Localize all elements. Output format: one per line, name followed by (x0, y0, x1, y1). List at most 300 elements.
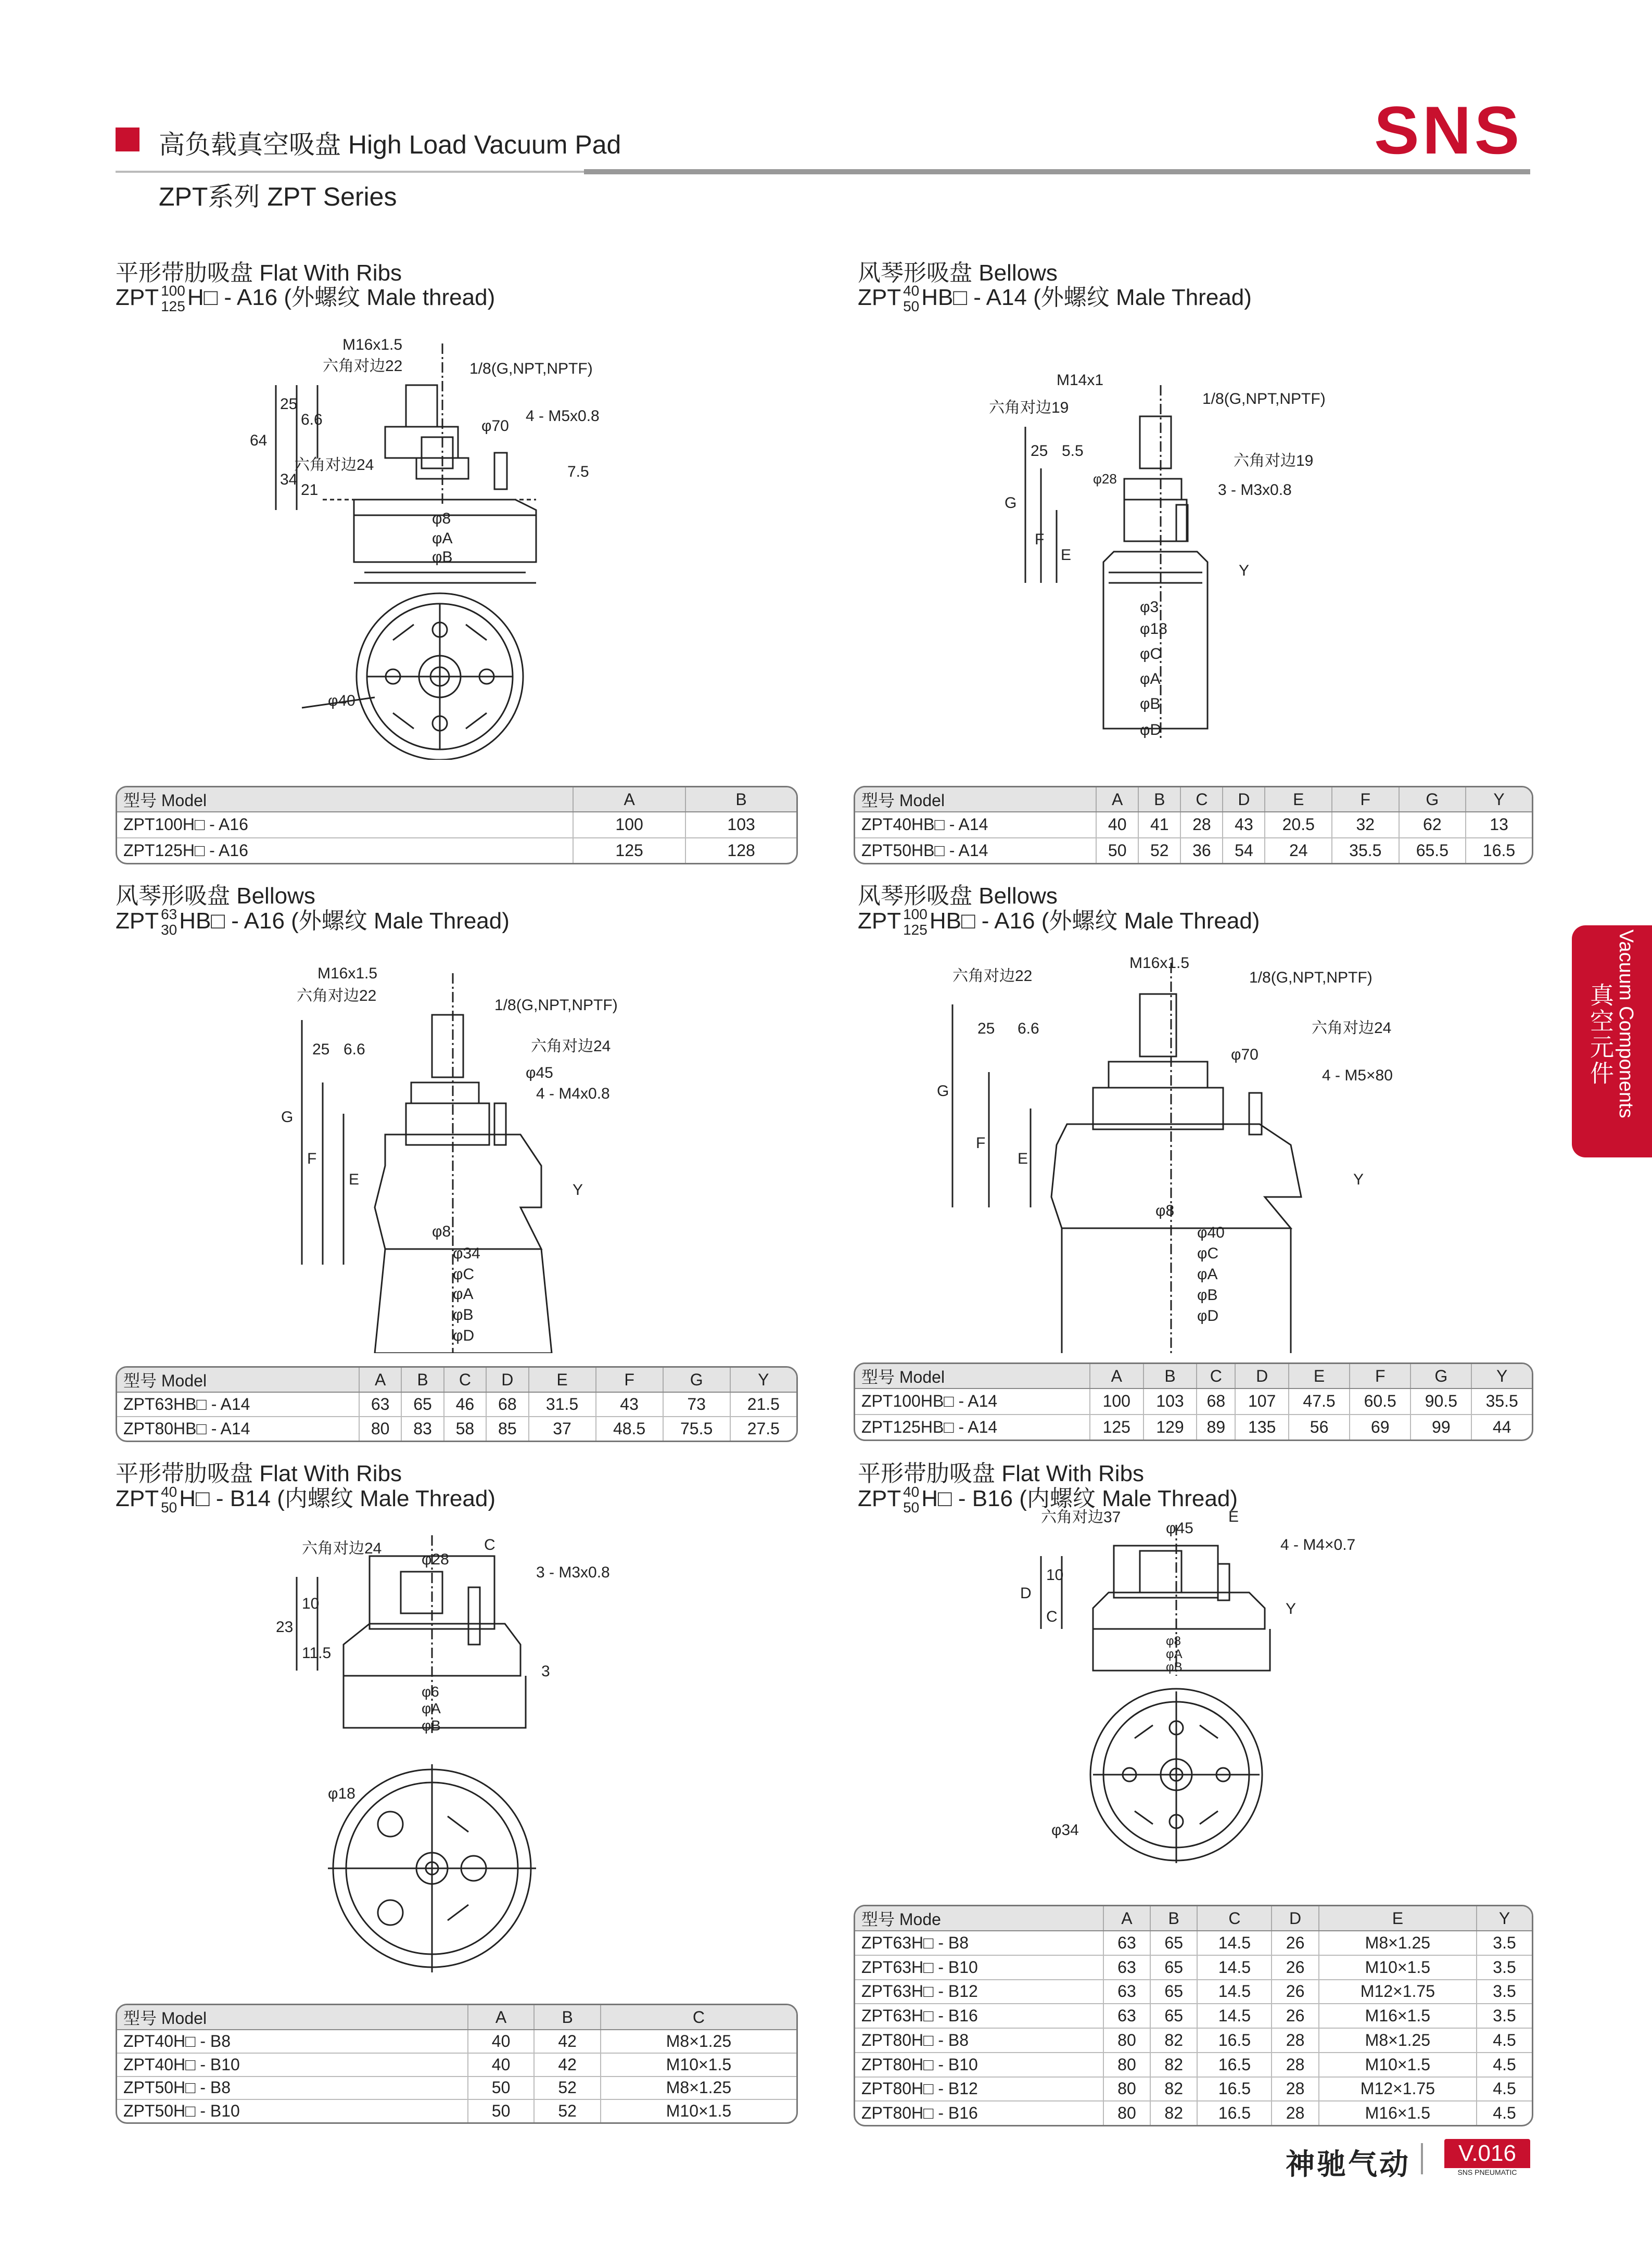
table-cell: 40 (468, 2030, 535, 2053)
table-row (855, 838, 1532, 863)
dim-label: D (1020, 1585, 1032, 1602)
model-suffix: HB□ - A16 (外螺纹 Male Thread) (929, 908, 1260, 934)
footer-brand: 神驰气动 (1286, 2148, 1410, 2181)
dim-label: φ8 (432, 510, 451, 527)
dim-label: E (349, 1171, 360, 1188)
col-header: F (596, 1368, 663, 1392)
table-cell: ZPT100HB□ - A14 (855, 1388, 1090, 1415)
model-prefix: ZPT (116, 1486, 159, 1511)
table-cell: 65 (1150, 1931, 1197, 1955)
dim-label: φC (1197, 1245, 1219, 1262)
dim-label: 10 (1046, 1566, 1064, 1584)
frac-top: 100 (903, 906, 927, 923)
dim-label: Y (1286, 1600, 1297, 1617)
table-cell: 16.5 (1197, 2053, 1272, 2077)
frac-bottom: 125 (161, 298, 185, 315)
dim-label: φ8 (1166, 1634, 1181, 1648)
dim-label: 六角对边22 (297, 987, 377, 1004)
table-cell: 103 (1143, 1388, 1197, 1415)
table-cell: 63 (1103, 1955, 1150, 1980)
col-header: Y (1477, 1906, 1532, 1931)
col-header: G (663, 1368, 730, 1392)
col-header: A (1103, 1906, 1150, 1931)
drawing-bellows-a16-large (937, 952, 1478, 1353)
model-fraction (161, 907, 177, 938)
dim-label: φ8 (432, 1223, 451, 1240)
spec-table (116, 786, 798, 864)
dim-label: φA (1166, 1647, 1183, 1661)
section-model (116, 1480, 495, 1515)
section-model (116, 902, 510, 938)
dim-label: φC (1140, 645, 1162, 663)
frac-bottom: 50 (161, 1499, 177, 1516)
spec-table (116, 1366, 798, 1442)
table-cell: 80 (1103, 2053, 1150, 2077)
col-header: B (534, 2005, 601, 2030)
table-cell: 44 (1492, 1417, 1511, 1436)
section-model (116, 278, 495, 314)
dim-label: 11.5 (302, 1645, 332, 1662)
footer-separator (1421, 2143, 1423, 2174)
table-cell: 80 (359, 1417, 401, 1441)
dim-label: φB (422, 1717, 441, 1734)
col-header: 型号 Model (117, 787, 573, 812)
dim-label: φB (1166, 1660, 1183, 1674)
dim-label: φA (432, 530, 453, 547)
table-cell: 36 (1180, 838, 1223, 863)
table-cell: 41 (1138, 812, 1180, 838)
spec-table (116, 2004, 798, 2124)
table-cell: 80 (1103, 2077, 1150, 2101)
table-cell: 42 (534, 2030, 601, 2053)
table-row (855, 812, 1532, 838)
col-header: D (486, 1368, 528, 1392)
dim-label: 25 (1031, 442, 1048, 460)
table-cell: 43 (596, 1392, 663, 1417)
side-tab-cn: 真空元件 (1587, 983, 1614, 1087)
dim-label: M14x1 (1057, 372, 1104, 389)
header-marker (116, 128, 139, 151)
frac-bottom: 50 (903, 298, 920, 315)
table-row (855, 2004, 1532, 2028)
col-header: B (1150, 1906, 1197, 1931)
model-prefix: ZPT (116, 285, 159, 310)
header-rule (116, 169, 1530, 174)
table-cell: 14.5 (1197, 1980, 1272, 2004)
model-fraction (903, 907, 927, 938)
table-cell: ZPT63H□ - B10 (855, 1955, 1103, 1980)
table-cell: M8×1.25 (601, 2077, 796, 2100)
dim-label: φA (453, 1285, 474, 1303)
table-cell: 28 (1272, 2053, 1318, 2077)
table-cell: 3.5 (1477, 1980, 1532, 2004)
frac-top: 100 (161, 283, 185, 299)
table-cell: ZPT63HB□ - A14 (117, 1392, 359, 1417)
table-cell: ZPT40HB□ - A14 (855, 812, 1096, 838)
table-row (855, 1980, 1532, 2004)
frac-top: 40 (903, 1484, 920, 1500)
col-header: B (685, 787, 796, 812)
dim-label: 六角对边24 (294, 456, 374, 474)
spec-table (854, 786, 1533, 864)
col-header: 型号 Model (855, 1364, 1090, 1388)
table-cell: ZPT50H□ - B10 (117, 2099, 468, 2122)
side-category-tab[interactable] (1572, 925, 1652, 1157)
table-cell: 40 (1096, 812, 1138, 838)
dim-label: φ28 (422, 1551, 449, 1568)
model-fraction (161, 1484, 177, 1515)
table-cell: 43 (1223, 812, 1265, 838)
dim-label: M16x1.5 (342, 336, 403, 353)
dim-label: 6.6 (301, 411, 323, 428)
dim-label: F (1035, 531, 1045, 548)
table-cell: 16.5 (1197, 2028, 1272, 2053)
dim-label: 4 - M5×80 (1322, 1067, 1393, 1084)
table-cell: 75.5 (663, 1417, 730, 1441)
dim-label: φ28 (1093, 471, 1117, 487)
drawing-bellows-a14 (989, 364, 1364, 749)
dim-label: 3 - M3x0.8 (1218, 481, 1292, 499)
col-header: C (1197, 1364, 1235, 1388)
dim-label: 6.6 (1018, 1020, 1039, 1037)
dim-label: 23 (276, 1619, 294, 1636)
dim-label: 25 (977, 1020, 995, 1037)
dim-label: φA (1140, 670, 1161, 687)
table-cell: 63 (1103, 1931, 1150, 1955)
table-cell: 16.5 (1482, 840, 1516, 860)
table-cell: ZPT80H□ - B12 (855, 2077, 1103, 2101)
model-fraction (903, 1484, 919, 1515)
table-cell: 83 (401, 1417, 443, 1441)
dim-label: 25 (280, 396, 298, 413)
table-row (117, 1417, 796, 1441)
dim-label: φA (422, 1700, 441, 1716)
table-cell: 80 (1103, 2101, 1150, 2125)
table-row (117, 2099, 796, 2122)
table-cell: M16×1.5 (1319, 2101, 1477, 2125)
table-row (117, 2077, 796, 2100)
table-cell: ZPT63H□ - B16 (855, 2004, 1103, 2028)
frac-bottom: 30 (161, 922, 177, 938)
table-cell: 100 (573, 812, 685, 838)
col-header: C (1197, 1906, 1272, 1931)
table-cell: 28 (1272, 2101, 1318, 2125)
dim-label: C (1046, 1608, 1058, 1625)
section-heading: 风琴形吸盘 Bellows (858, 883, 1058, 909)
table-cell: 26 (1272, 1931, 1318, 1955)
table-cell: 28 (1180, 812, 1223, 838)
dim-label: φA (1197, 1266, 1218, 1283)
dim-label: φ70 (1231, 1046, 1259, 1063)
table-cell: 65 (1150, 1980, 1197, 2004)
series-title: ZPT系列 ZPT Series (159, 182, 397, 211)
dim-label: 4 - M4×0.7 (1280, 1536, 1356, 1553)
model-suffix: H□ - B16 (内螺纹 Male Thread) (921, 1486, 1238, 1511)
footer-subtitle: SNS PNEUMATIC (1457, 2168, 1517, 2176)
table-cell: ZPT40H□ - B8 (117, 2030, 468, 2053)
col-header: G (1399, 787, 1466, 812)
dim-label: 7.5 (567, 463, 589, 480)
table-cell: 100 (1090, 1388, 1143, 1415)
col-header: C (1180, 787, 1223, 812)
table-cell: M10×1.5 (666, 2101, 732, 2121)
dim-label: φ8 (1155, 1202, 1175, 1219)
dim-label: C (484, 1536, 495, 1553)
dim-label: 六角对边24 (302, 1540, 382, 1557)
section-model (858, 902, 1260, 938)
table-cell: 16.5 (1197, 2077, 1272, 2101)
dim-label: φB (432, 549, 453, 566)
table-cell: 14.5 (1197, 2004, 1272, 2028)
dim-label: φ45 (1166, 1520, 1193, 1537)
table-cell: M8×1.25 (601, 2030, 796, 2053)
table-cell: 52 (1138, 838, 1180, 863)
col-header: 型号 Model (855, 787, 1096, 812)
dim-label: 六角对边22 (323, 358, 403, 375)
model-suffix: HB□ - A16 (外螺纹 Male Thread) (179, 908, 510, 934)
table-cell: 54 (1223, 838, 1265, 863)
section-heading: 平形带肋吸盘 Flat With Ribs (116, 1461, 402, 1486)
col-header: A (573, 787, 685, 812)
spec-table (854, 1362, 1533, 1441)
table-row (117, 2030, 796, 2053)
table-cell: M10×1.5 (1319, 2053, 1477, 2077)
dim-label: 10 (302, 1595, 320, 1612)
table-cell: 89 (1197, 1415, 1235, 1440)
table-cell: 4.5 (1477, 2077, 1532, 2101)
col-header: D (1235, 1364, 1289, 1388)
dim-label: G (281, 1109, 294, 1126)
dim-label: G (1005, 494, 1017, 512)
table-cell: ZPT125H□ - A16 (117, 838, 573, 863)
table-cell: 4.5 (1493, 2104, 1516, 2123)
table-cell: 31.5 (529, 1392, 596, 1417)
table-cell: 82 (1150, 2028, 1197, 2053)
table-cell: 128 (727, 840, 755, 860)
table-cell: 35.5 (1332, 838, 1399, 863)
dim-label: E (1061, 546, 1072, 564)
table-cell: 99 (1410, 1415, 1471, 1440)
dim-label: M16x1.5 (317, 965, 378, 982)
dim-label: φB (453, 1306, 474, 1323)
model-fraction (903, 283, 919, 314)
col-header: D (1223, 787, 1265, 812)
dim-label: 21 (301, 481, 319, 499)
dim-label: 六角对边24 (1312, 1020, 1392, 1037)
table-cell: 52 (534, 2099, 601, 2122)
table-cell: 125 (1090, 1415, 1143, 1440)
table-row (855, 2053, 1532, 2077)
model-suffix: HB□ - A14 (外螺纹 Male Thread) (921, 285, 1252, 310)
dim-label: 64 (250, 432, 268, 449)
table-row (855, 1415, 1532, 1440)
dim-label: 六角对边22 (952, 967, 1033, 985)
drawing-bellows-a16 (281, 958, 656, 1353)
table-cell: 24 (1265, 838, 1332, 863)
table-cell: ZPT125HB□ - A14 (855, 1415, 1090, 1440)
table-cell: 46 (444, 1392, 486, 1417)
table-cell: 28 (1272, 2077, 1318, 2101)
table-row (855, 2028, 1532, 2053)
table-cell: 35.5 (1471, 1388, 1532, 1415)
dim-label: φ40 (328, 692, 355, 709)
table-cell: M12×1.75 (1319, 1980, 1477, 2004)
table-cell: 26 (1272, 1980, 1318, 2004)
section-heading: 风琴形吸盘 Bellows (116, 883, 315, 909)
table-cell: 82 (1150, 2101, 1197, 2125)
model-suffix: H□ - B14 (内螺纹 Male Thread) (179, 1486, 495, 1511)
section-heading: 平形带肋吸盘 Flat With Ribs (858, 1461, 1145, 1486)
col-header: 型号 Model (117, 1368, 359, 1392)
table-cell: ZPT63H□ - B12 (855, 1980, 1103, 2004)
table-cell: 3.5 (1477, 2004, 1532, 2028)
col-header: B (1138, 787, 1180, 812)
dim-label: φ34 (1051, 1821, 1079, 1839)
page-title: 高负载真空吸盘 High Load Vacuum Pad (159, 130, 621, 159)
table-cell: 48.5 (596, 1417, 663, 1441)
section-heading: 平形带肋吸盘 Flat With Ribs (116, 260, 402, 286)
dim-label: 4 - M4x0.8 (536, 1085, 610, 1102)
dim-label: φB (1197, 1286, 1218, 1304)
dim-label: 1/8(G,NPT,NPTF) (1249, 969, 1373, 986)
table-cell: 26 (1272, 1955, 1318, 1980)
col-header: C (601, 2005, 796, 2030)
dim-label: φD (453, 1327, 475, 1344)
dim-label: 4 - M5x0.8 (526, 407, 600, 425)
table-cell: 27.5 (747, 1419, 780, 1438)
model-prefix: ZPT (858, 285, 901, 310)
table-cell: 65 (1150, 1955, 1197, 1980)
dim-label: F (307, 1150, 317, 1167)
table-cell: 40 (468, 2053, 535, 2077)
table-cell: 4.5 (1477, 2053, 1532, 2077)
model-prefix: ZPT (858, 1486, 901, 1511)
table-cell: M8×1.25 (1319, 1931, 1477, 1955)
table-cell: 62 (1399, 812, 1466, 838)
dim-label: G (937, 1082, 949, 1100)
dim-label: 34 (280, 471, 298, 488)
table-cell: M12×1.75 (1319, 2077, 1477, 2101)
table-cell: 37 (529, 1417, 596, 1441)
table-cell: 16.5 (1197, 2101, 1272, 2125)
col-header: B (401, 1368, 443, 1392)
model-prefix: ZPT (858, 908, 901, 934)
dim-label: φ34 (453, 1245, 480, 1262)
dim-label: Y (573, 1181, 583, 1199)
col-header: E (529, 1368, 596, 1392)
section-heading: 风琴形吸盘 Bellows (858, 260, 1058, 286)
frac-top: 40 (161, 1484, 177, 1500)
col-header: A (1096, 787, 1138, 812)
table-cell: 26 (1272, 2004, 1318, 2028)
col-header: Y (1471, 1364, 1532, 1388)
drawing-flat-ribs-a16 (245, 333, 619, 760)
model-prefix: ZPT (116, 908, 159, 934)
dim-label: 六角对边19 (989, 399, 1069, 416)
table-cell: 90.5 (1410, 1388, 1471, 1415)
dim-label: Y (1239, 562, 1250, 579)
table-row (855, 1931, 1532, 1955)
dim-label: 1/8(G,NPT,NPTF) (469, 360, 593, 377)
table-cell: 14.5 (1197, 1955, 1272, 1980)
table-row (855, 2101, 1532, 2125)
table-cell: 56 (1289, 1415, 1350, 1440)
table-cell: 135 (1235, 1415, 1289, 1440)
page-number-badge: V.016 (1444, 2139, 1530, 2168)
table-cell: 82 (1150, 2077, 1197, 2101)
dim-label: 3 - M3x0.8 (536, 1564, 610, 1581)
dim-label: 1/8(G,NPT,NPTF) (1202, 390, 1326, 407)
dim-label: 6.6 (344, 1041, 365, 1058)
dim-label: φ45 (526, 1064, 553, 1081)
dim-label: 六角对边37 (1041, 1509, 1121, 1526)
col-header: E (1289, 1364, 1350, 1388)
table-cell: 65 (401, 1392, 443, 1417)
table-cell: 14.5 (1197, 1931, 1272, 1955)
col-header: Y (1466, 787, 1532, 812)
table-cell: ZPT80H□ - B8 (855, 2028, 1103, 2053)
frac-top: 63 (161, 906, 177, 923)
model-suffix: H□ - A16 (外螺纹 Male thread) (187, 285, 495, 310)
brand-logo: SNS (1374, 92, 1523, 168)
drawing-flat-ribs-b14 (276, 1525, 651, 1998)
dim-label: φ70 (481, 417, 509, 435)
frac-bottom: 50 (903, 1499, 920, 1516)
table-cell: 50 (468, 2099, 535, 2122)
table-row (855, 1388, 1532, 1415)
table-cell: 129 (1143, 1415, 1197, 1440)
table-cell: 47.5 (1289, 1388, 1350, 1415)
col-header: F (1350, 1364, 1410, 1388)
table-cell: 21.5 (730, 1392, 796, 1417)
col-header: A (359, 1368, 401, 1392)
table-cell: 20.5 (1265, 812, 1332, 838)
table-cell: 32 (1332, 812, 1399, 838)
table-cell: 65 (1150, 2004, 1197, 2028)
table-cell: 63 (359, 1392, 401, 1417)
dim-label: φC (453, 1266, 475, 1283)
table-cell: 69 (1350, 1415, 1410, 1440)
col-header: Y (730, 1368, 796, 1392)
table-cell: 63 (1103, 2004, 1150, 2028)
dim-label: φ40 (1197, 1224, 1225, 1241)
dim-label: E (1018, 1150, 1028, 1167)
dim-label: φD (1197, 1307, 1219, 1324)
drawing-flat-ribs-b16 (1020, 1504, 1405, 1868)
table-cell: 63 (1103, 1980, 1150, 2004)
side-tab-en: Vacuum Components (1615, 929, 1637, 1118)
dim-label: φ6 (422, 1684, 439, 1700)
dim-label: 六角对边19 (1234, 452, 1314, 469)
col-header: A (468, 2005, 535, 2030)
table-row (117, 812, 796, 838)
table-cell: 80 (1103, 2028, 1150, 2053)
dim-label: 5.5 (1062, 442, 1084, 460)
table-cell: 50 (1096, 838, 1138, 863)
table-cell: 68 (1197, 1388, 1235, 1415)
dim-label: 六角对边24 (531, 1038, 611, 1055)
table-cell: M16×1.5 (1319, 2004, 1477, 2028)
model-fraction (161, 283, 185, 314)
frac-top: 40 (903, 283, 920, 299)
col-header: E (1265, 787, 1332, 812)
table-cell: ZPT80H□ - B10 (855, 2053, 1103, 2077)
table-row (117, 1392, 796, 1417)
table-cell: ZPT63H□ - B8 (855, 1931, 1103, 1955)
dim-label: φB (1140, 695, 1161, 712)
table-cell: 103 (685, 812, 796, 838)
dim-label: 3 (541, 1663, 550, 1680)
